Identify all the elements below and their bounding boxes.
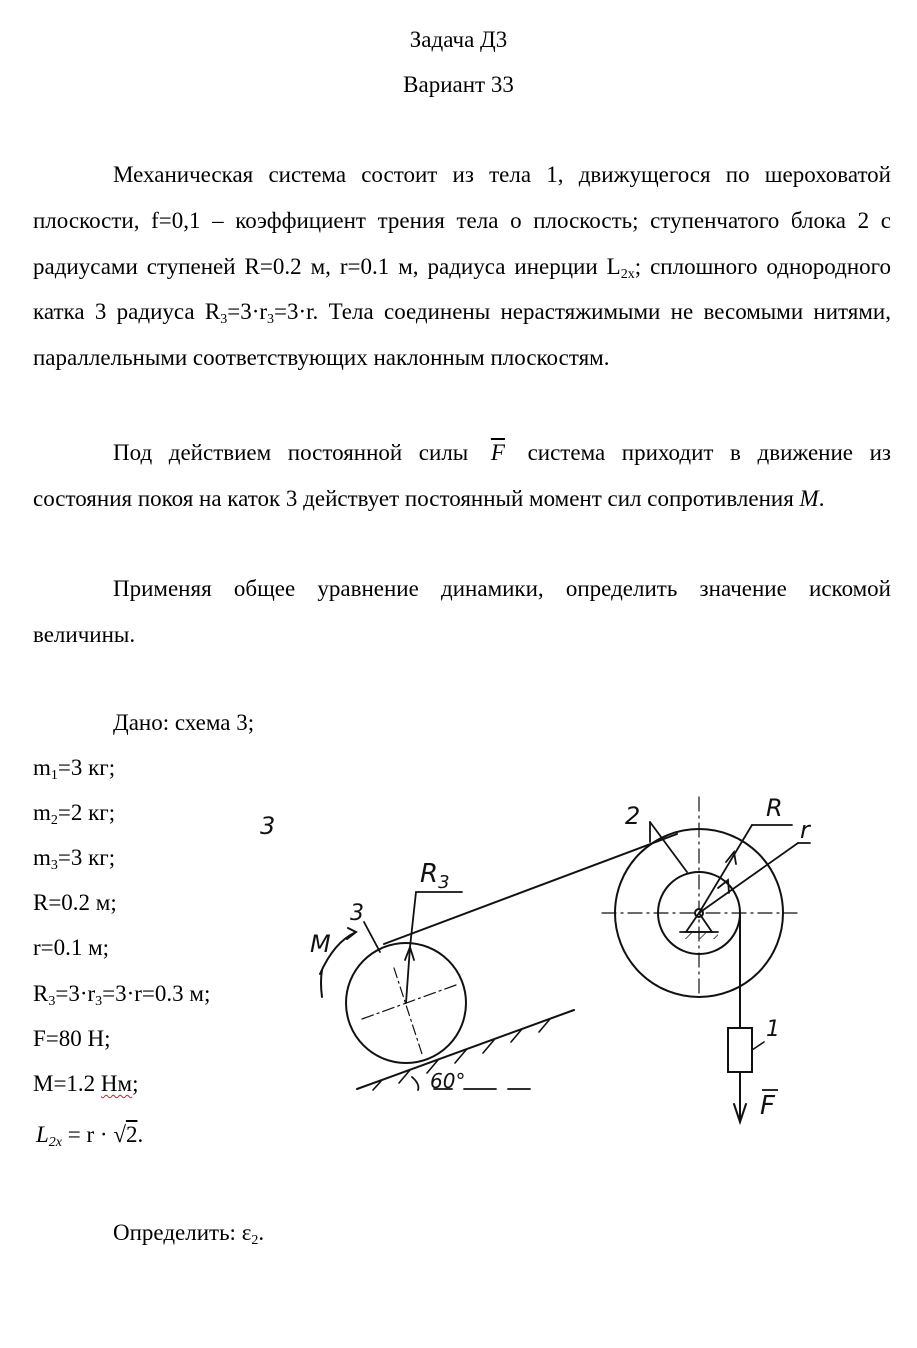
R-radius: [699, 825, 752, 913]
angle-arc: [412, 1077, 418, 1090]
given-m1: $m_1=3$ кг;: [33, 755, 116, 783]
R-label: R: [766, 794, 783, 822]
problem-paragraph-2: Под действием постоянной силы $\overline{F}$ система приходит в движение из состояния покоя на каток 3 действует постоянный момент сил сопротивления M.: [33, 440, 892, 511]
given-F: F=80 Н;: [33, 1026, 111, 1051]
problem-paragraph-1: Механическая система состоит из тела 1, движущегося по шероховатой плоскости, f=0,1 – коэффициент трения тела о плоскость; ступенчатого блока 2 с радиусами ступеней R=0.2 м, r=0.1 м, радиуса инерции $L_{2x}$; сплошного однородного катка 3 радиуса $R_3=3\cdot r_3=3\cdot r$. Тела соединены нерастяжимыми не весомыми нитями, параллельными соответствующих наклонным плоскостям.: [33, 162, 891, 371]
variant-title: Вариант 33: [403, 72, 514, 97]
angle-label: 60°: [430, 1069, 466, 1093]
block-label: 2: [625, 802, 641, 830]
mechanism-diagram: [252, 792, 827, 1137]
roller-label: 3: [350, 901, 364, 926]
given-m3: $m_3=3$ кг;: [33, 845, 116, 873]
given-R3: $R_3=3\cdot r_3=3\cdot r=0.3$ м;: [33, 981, 211, 1009]
force-label: F: [760, 1091, 775, 1121]
task-statement: Определить: $\varepsilon_2$.: [113, 1220, 265, 1248]
thread-upper: [384, 834, 677, 944]
task-title: Задача Д3: [409, 27, 508, 52]
moment-label: M: [310, 930, 331, 958]
given-L-formula: $L_{2x} = r \cdot √2$.: [36, 1122, 144, 1150]
R3-label: $R_3$: [420, 859, 450, 893]
given-M: M=1.2 Нм;: [33, 1071, 139, 1096]
scheme-number: 3: [260, 812, 276, 840]
force-symbol: $\overline{F}$: [490, 440, 505, 465]
given-r: r=0.1 м;: [33, 935, 110, 960]
R3-leader: [410, 892, 462, 947]
given-R: R=0.2 м;: [33, 890, 117, 915]
problem-paragraph-3: Применяя общее уравнение динамики, определить значение искомой величины.: [33, 576, 891, 647]
r-label: r: [800, 816, 810, 844]
given-intro: Дано: схема 3;: [113, 710, 255, 735]
body-1: [728, 1028, 752, 1072]
body-label: 1: [766, 1017, 780, 1042]
given-m2: $m_2=2$ кг;: [33, 800, 116, 828]
